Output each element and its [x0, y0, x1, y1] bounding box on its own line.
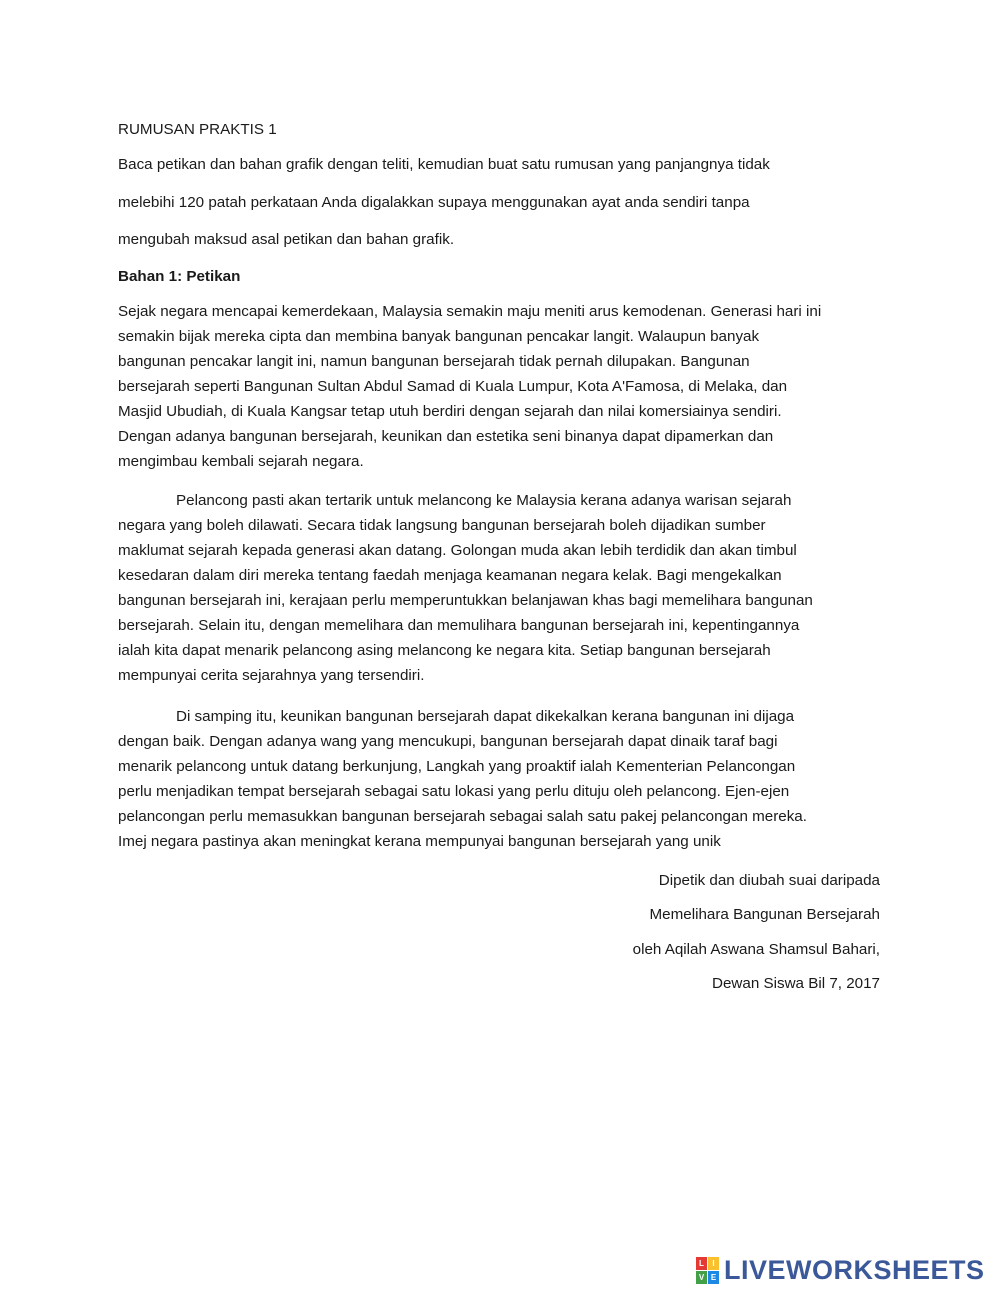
paragraph-1-line: Dengan adanya bangunan bersejarah, keunikan dan estetika seni binanya dapat dipamerkan dan — [118, 428, 774, 445]
citation-line-2: Memelihara Bangunan Bersejarah — [649, 906, 880, 923]
paragraph-3-line: menarik pelancong untuk datang berkunjung, Langkah yang proaktif ialah Kementerian Pelancongan — [118, 758, 796, 775]
paragraph-1-line: Masjid Ubudiah, di Kuala Kangsar tetap utuh berdiri dengan sejarah dan nilai komersiainya sendiri. — [118, 403, 782, 420]
paragraph-2 — [118, 488, 888, 688]
logo-letter: L — [696, 1257, 707, 1270]
instruction-line-3: mengubah maksud asal petikan dan bahan grafik. — [118, 231, 455, 248]
paragraph-1-line: semakin bijak mereka cipta dan membina banyak bangunan pencakar langit. Walaupun banyak — [118, 328, 760, 345]
paragraph-3-line: pelancongan perlu memasukkan bangunan bersejarah sebagai salah satu pakej pelancongan mereka. — [118, 808, 807, 825]
liveworksheets-logo-icon — [696, 1257, 718, 1283]
paragraph-1 — [118, 299, 888, 474]
logo-letter: I — [708, 1257, 719, 1270]
paragraph-2-line: ialah kita dapat menarik pelancong asing melancong ke negara kita. Setiap bangunan bersejarah — [118, 642, 771, 659]
paragraph-3 — [118, 704, 888, 854]
paragraph-3-line: dengan baik. Dengan adanya wang yang mencukupi, bangunan bersejarah dapat dinaik taraf bagi — [118, 733, 778, 750]
page-title: RUMUSAN PRAKTIS 1 — [118, 121, 277, 138]
paragraph-3-line: Imej negara pastinya akan meningkat kerana mempunyai bangunan bersejarah yang unik — [118, 833, 721, 850]
paragraph-3-line: perlu menjadikan tempat bersejarah sebagai satu lokasi yang perlu dituju oleh pelancong. Ejen-ejen — [118, 783, 790, 800]
paragraph-2-line: bangunan bersejarah ini, kerajaan perlu memperuntukkan belanjawan khas bagi memelihara bangunan — [118, 592, 813, 609]
paragraph-2-line: kesedaran dalam diri mereka tentang faedah menjaga keamanan negara kelak. Bagi mengekalkan — [118, 567, 782, 584]
logo-letter: V — [696, 1271, 707, 1284]
instruction-line-1: Baca petikan dan bahan grafik dengan teliti, kemudian buat satu rumusan yang panjangnya tidak — [118, 156, 770, 173]
paragraph-3-line: Di samping itu, keunikan bangunan bersejarah dapat dikekalkan kerana bangunan ini dijaga — [176, 708, 795, 725]
paragraph-1-line: mengimbau kembali sejarah negara. — [118, 453, 364, 470]
paragraph-1-line: bangunan pencakar langit ini, namun bangunan bersejarah tidak pernah dilupakan. Bangunan — [118, 353, 750, 370]
liveworksheets-watermark[interactable] — [696, 1255, 985, 1285]
paragraph-2-line: negara yang boleh dilawati. Secara tidak langsung bangunan bersejarah boleh dijadikan sumber — [118, 517, 766, 534]
instruction-line-2: melebihi 120 patah perkataan Anda digalakkan supaya menggunakan ayat anda sendiri tanpa — [118, 194, 750, 211]
citation-line-4: Dewan Siswa Bil 7, 2017 — [712, 975, 880, 992]
paragraph-1-line: Sejak negara mencapai kemerdekaan, Malaysia semakin maju meniti arus kemodenan. Generasi hari ini — [118, 303, 822, 320]
brand-name: LIVEWORKSHEETS — [724, 1254, 985, 1285]
paragraph-2-line: Pelancong pasti akan tertarik untuk melancong ke Malaysia kerana adanya warisan sejarah — [176, 492, 792, 509]
citation-line-1: Dipetik dan diubah suai daripada — [658, 872, 880, 889]
logo-letter: E — [708, 1271, 719, 1284]
paragraph-2-line: mempunyai cerita sejarahnya yang tersendiri. — [118, 667, 425, 684]
paragraph-2-line: maklumat sejarah kepada generasi akan datang. Golongan muda akan lebih terdidik dan akan timbul — [118, 542, 797, 559]
paragraph-2-line: bersejarah. Selain itu, dengan memelihara dan memulihara bangunan bersejarah ini, kepentingannya — [118, 617, 800, 634]
paragraph-1-line: bersejarah seperti Bangunan Sultan Abdul Samad di Kuala Lumpur, Kota A'Famosa, di Melaka, dan — [118, 378, 788, 395]
section-heading: Bahan 1: Petikan — [118, 268, 241, 285]
citation-line-3: oleh Aqilah Aswana Shamsul Bahari, — [632, 941, 880, 958]
